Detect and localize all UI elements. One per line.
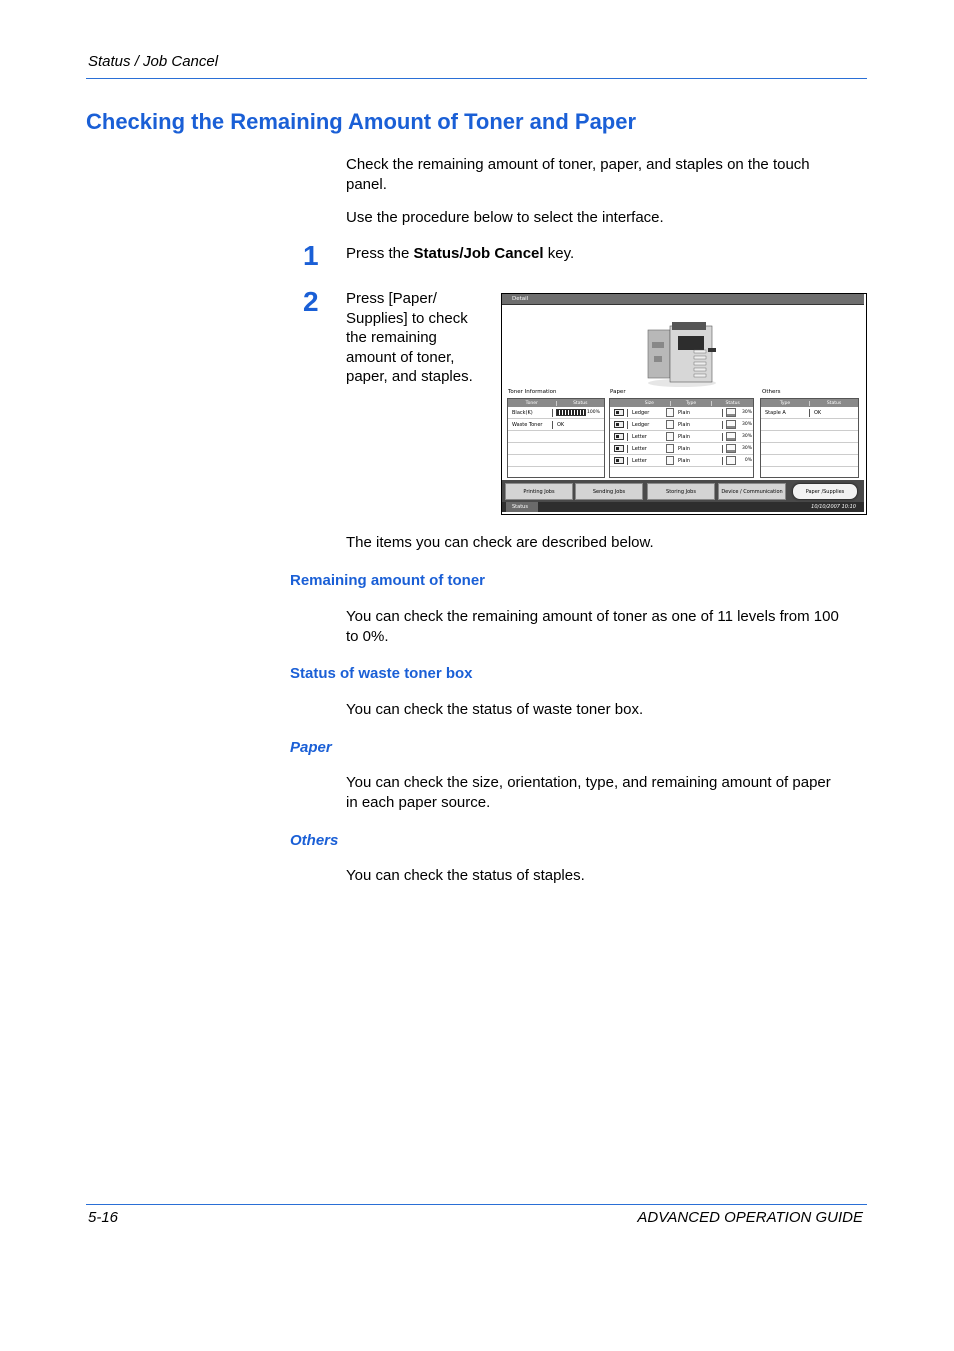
paper-orientation-icon (666, 420, 674, 429)
paper-size: Letter (632, 457, 647, 464)
empty-row (761, 443, 858, 455)
section-line: You can check the status of staples. (346, 867, 585, 884)
tab-device-communication[interactable]: Device / Communication (718, 483, 786, 500)
tab-storing-jobs[interactable]: Storing Jobs (647, 483, 715, 500)
paper-table (609, 398, 754, 478)
column-header: Status (725, 400, 740, 406)
column-header: Type (671, 401, 713, 406)
section-body (346, 773, 831, 812)
intro-paragraph (346, 155, 810, 194)
header-divider (86, 78, 867, 79)
page-title: Checking the Remaining Amount of Toner and Paper (86, 109, 637, 134)
panel-title: Detail (502, 294, 864, 305)
step-2-line: Press [Paper/ (346, 290, 437, 307)
column-header: Type (761, 401, 810, 406)
page-number: 5-16 (88, 1209, 119, 1226)
paper-status: 30% (741, 434, 752, 439)
paper-orientation-icon (666, 456, 674, 465)
others-status: OK (814, 409, 822, 416)
toner-level-bar (556, 409, 586, 416)
toner-table-header (508, 399, 604, 407)
others-section-label: Others (762, 389, 781, 395)
paper-type: Plain (678, 421, 691, 428)
tab-sending-jobs[interactable]: Sending Jobs (575, 483, 643, 500)
running-header: Status / Job Cancel (88, 53, 219, 70)
step-number: 2 (303, 286, 319, 317)
empty-row (761, 419, 858, 431)
paper-tray-icon (614, 409, 624, 416)
paper-type: Plain (678, 445, 691, 452)
toner-name: Waste Toner (512, 421, 543, 428)
paper-type: Plain (678, 409, 691, 416)
paper-tray-icon (614, 421, 624, 428)
key-name: Status/Job Cancel (413, 245, 544, 262)
paper-orientation-icon (666, 408, 674, 417)
others-table (760, 398, 859, 478)
touch-panel-screenshot (501, 293, 867, 515)
paper-level-icon (726, 432, 736, 441)
tab-paper-supplies[interactable]: Paper /Supplies (792, 483, 858, 500)
step-1-text (346, 244, 574, 264)
table-row (508, 407, 604, 419)
table-row (508, 419, 604, 431)
step-2-text (346, 289, 473, 387)
empty-row (508, 443, 604, 455)
paper-orientation-icon (666, 444, 674, 453)
column-header: Size (629, 401, 671, 406)
items-intro: The items you can check are described below. (346, 534, 654, 551)
others-table-header (761, 399, 858, 407)
section-heading: Others (290, 832, 339, 849)
table-row (610, 407, 753, 419)
toner-status: 100% (587, 410, 600, 415)
table-row (610, 443, 753, 455)
paper-tray-icon (614, 445, 624, 452)
section-line: in each paper source. (346, 793, 491, 811)
toner-level-fill (557, 410, 585, 415)
paper-size: Ledger (632, 421, 650, 428)
paper-level-icon (726, 444, 736, 453)
column-header: Status (826, 400, 842, 406)
footer-divider (86, 1204, 867, 1205)
table-row (610, 431, 753, 443)
status-label: Status (506, 502, 538, 512)
paper-type: Plain (678, 433, 691, 440)
panel-tab-bar (502, 480, 864, 504)
paper-size: Ledger (632, 409, 650, 416)
empty-row (508, 431, 604, 443)
paper-tray-icon (614, 457, 624, 464)
paper-size: Letter (632, 433, 647, 440)
paper-table-header (610, 399, 753, 407)
paper-status: 0% (744, 458, 752, 463)
paper-size: Letter (632, 445, 647, 452)
table-row (610, 455, 753, 467)
section-body (346, 700, 643, 720)
toner-status: OK (557, 421, 565, 428)
paper-level-icon (726, 456, 736, 465)
intro-line: panel. (346, 175, 387, 193)
table-row (761, 407, 858, 419)
toner-name: Black(K) (512, 409, 533, 416)
paper-section-label: Paper (610, 389, 626, 395)
step-1-prefix: Press the (346, 245, 414, 262)
others-type: Staple A (765, 409, 786, 416)
intro-line: Check the remaining amount of toner, paper, and staples on the touch (346, 156, 810, 173)
section-body (346, 607, 839, 646)
step-2-line: paper, and staples. (346, 368, 473, 385)
section-heading: Remaining amount of toner (290, 572, 485, 589)
panel-datetime: 10/10/2007 10:10 (811, 504, 856, 510)
section-body (346, 866, 585, 886)
tab-printing-jobs[interactable]: Printing Jobs (505, 483, 573, 500)
section-line: You can check the size, orientation, type, and remaining amount of paper (346, 774, 831, 791)
paper-orientation-icon (666, 432, 674, 441)
step-number: 1 (303, 240, 319, 271)
section-line: to 0%. (346, 627, 389, 645)
panel-status-bar (502, 502, 864, 512)
column-header: Status (573, 400, 588, 406)
paper-tray-icon (614, 433, 624, 440)
empty-row (508, 455, 604, 467)
section-line: You can check the remaining amount of toner as one of 11 levels from 100 (346, 608, 839, 625)
paper-type: Plain (678, 457, 691, 464)
table-row (610, 419, 753, 431)
step-1-suffix: key. (543, 245, 575, 262)
guide-title: ADVANCED OPERATION GUIDE (637, 1209, 863, 1226)
empty-row (761, 431, 858, 443)
toner-table (507, 398, 605, 478)
empty-row (761, 455, 858, 467)
section-heading: Status of waste toner box (290, 665, 473, 682)
paper-level-icon (726, 408, 736, 417)
step-2-line: the remaining (346, 329, 437, 346)
step-2-line: amount of toner, (346, 348, 455, 366)
paper-status: 30% (741, 446, 752, 451)
section-line: You can check the status of waste toner box. (346, 701, 644, 718)
column-header: Toner (508, 401, 557, 406)
paper-status: 30% (741, 422, 752, 427)
toner-section-label: Toner Information (508, 389, 557, 395)
paper-level-icon (726, 420, 736, 429)
section-heading: Paper (290, 739, 332, 756)
step-2-line: Supplies] to check (346, 309, 468, 327)
printer-illustration (642, 320, 722, 388)
intro-procedure: Use the procedure below to select the interface. (346, 209, 664, 226)
paper-status: 30% (741, 410, 752, 415)
